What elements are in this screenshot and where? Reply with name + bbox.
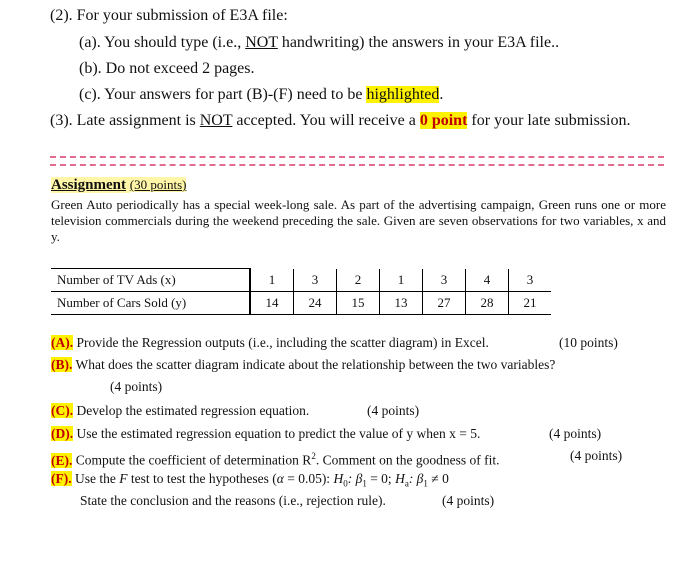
question-f-beta-sub: 1: [362, 478, 367, 489]
question-f-text: Use the: [75, 471, 120, 486]
question-f-alpha: α: [276, 471, 284, 486]
question-f-points: (4 points): [442, 493, 495, 508]
table-cell: 3: [294, 269, 337, 292]
table-row-x: [51, 269, 551, 292]
question-c-tag: (C).: [51, 403, 74, 418]
question-f: [51, 470, 449, 493]
question-c: [51, 402, 309, 420]
question-c-points: (4 points): [367, 403, 420, 418]
question-e-points: (4 points): [570, 448, 623, 463]
table-cell: 2: [337, 269, 380, 292]
question-f-text-2: test to test the hypotheses (: [127, 471, 277, 486]
assignment-paragraph: [51, 197, 666, 245]
question-e-text-end: . Comment on the goodness of fit.: [315, 452, 500, 468]
question-d-points: (4 points): [549, 426, 602, 441]
question-f-beta-sub-2: 1: [423, 478, 428, 489]
question-b-points: (4 points): [110, 379, 163, 394]
question-e-text: Compute the coefficient of determination R: [75, 452, 312, 468]
question-a-text: Provide the Regression outputs (i.e., including the scatter diagram) in Excel.: [76, 335, 489, 350]
question-f-f-symbol: F: [119, 471, 128, 486]
question-f-line-2: [80, 492, 386, 510]
question-b-text: What does the scatter diagram indicate about the relationship between the two variables?: [75, 357, 556, 372]
question-f-ha-sub: a: [404, 478, 409, 489]
question-f-line-2-text: State the conclusion and the reasons (i.e., rejection rule).: [80, 493, 386, 508]
question-f-ha-end: ≠ 0: [427, 471, 449, 486]
question-b: [51, 356, 555, 374]
assignment-paragraph-text: Green Auto periodically has a special week-long sale. As part of the advertising campaign, Green runs one or more television commercials during the weekend preceding the sale. Given are seven observations for two variables, x and y.: [51, 197, 666, 244]
table-cell: 4: [466, 269, 509, 292]
question-e-superscript: 2: [311, 451, 316, 461]
table-row-label: Number of Cars Sold (y): [51, 292, 250, 315]
instruction-item-2-text: (2). For your submission of E3A file:: [50, 7, 288, 24]
section-divider: [50, 156, 664, 166]
instruction-item-b: [79, 59, 255, 79]
question-c-text: Develop the estimated regression equation.: [76, 403, 310, 418]
table-cell: 21: [509, 292, 552, 315]
instruction-3-mid: accepted. You will receive a: [232, 112, 420, 129]
instruction-3-pre: (3). Late assignment is: [50, 112, 200, 129]
instruction-item-2: [50, 6, 288, 26]
instruction-3-zero-point: 0 point: [419, 112, 468, 129]
question-f-tag: (F).: [51, 471, 72, 486]
question-f-text-3: = 0.05):: [283, 471, 334, 486]
question-f-h0-end: = 0;: [366, 471, 396, 486]
question-f-ha-beta: : β: [408, 471, 424, 486]
instruction-b-text: (b). Do not exceed 2 pages.: [79, 60, 255, 77]
table-row-y: [51, 292, 551, 315]
table-row-label: Number of TV Ads (x): [51, 269, 250, 292]
assignment-points: (30 points): [129, 177, 187, 192]
question-d: [51, 425, 480, 443]
instruction-3-post: for your late submission.: [467, 112, 631, 129]
assignment-title: Assignment: [51, 177, 127, 193]
instruction-a-not: NOT: [245, 34, 278, 51]
table-cell: 15: [337, 292, 380, 315]
instruction-c-post: .: [439, 86, 444, 103]
table-cell: 13: [380, 292, 423, 315]
table-cell: 1: [380, 269, 423, 292]
question-a-points: (10 points): [559, 335, 618, 350]
question-f-ha: H: [395, 471, 405, 486]
question-a: [51, 334, 489, 352]
question-e: [51, 447, 500, 470]
instruction-a-post: handwriting) the answers in your E3A file..: [277, 34, 560, 51]
instruction-c-pre: (c). Your answers for part (B)-(F) need to be: [79, 86, 367, 103]
instruction-3-not: NOT: [199, 112, 233, 129]
question-f-h0: H: [333, 471, 344, 486]
question-f-h0-sub: 0: [343, 478, 348, 489]
question-d-text: Use the estimated regression equation to predict the value of y when x = 5.: [76, 426, 481, 441]
assignment-heading: [51, 175, 186, 195]
question-d-tag: (D).: [51, 426, 74, 441]
observation-table: [51, 268, 551, 315]
instruction-item-a: [79, 33, 559, 53]
table-cell: 28: [466, 292, 509, 315]
table-cell: 3: [509, 269, 552, 292]
question-e-tag: (E).: [51, 452, 73, 468]
instruction-item-3: [50, 111, 631, 131]
instruction-c-highlighted: highlighted: [366, 86, 440, 103]
instruction-a-pre: (a). You should type (i.e.,: [79, 34, 246, 51]
table-cell: 3: [423, 269, 466, 292]
table-cell: 1: [250, 269, 294, 292]
table-cell: 14: [250, 292, 294, 315]
question-b-tag: (B).: [51, 357, 73, 372]
question-a-tag: (A).: [51, 335, 74, 350]
table-cell: 24: [294, 292, 337, 315]
instruction-item-c: [79, 85, 443, 105]
table-cell: 27: [423, 292, 466, 315]
question-f-h0-beta: : β: [347, 471, 363, 486]
